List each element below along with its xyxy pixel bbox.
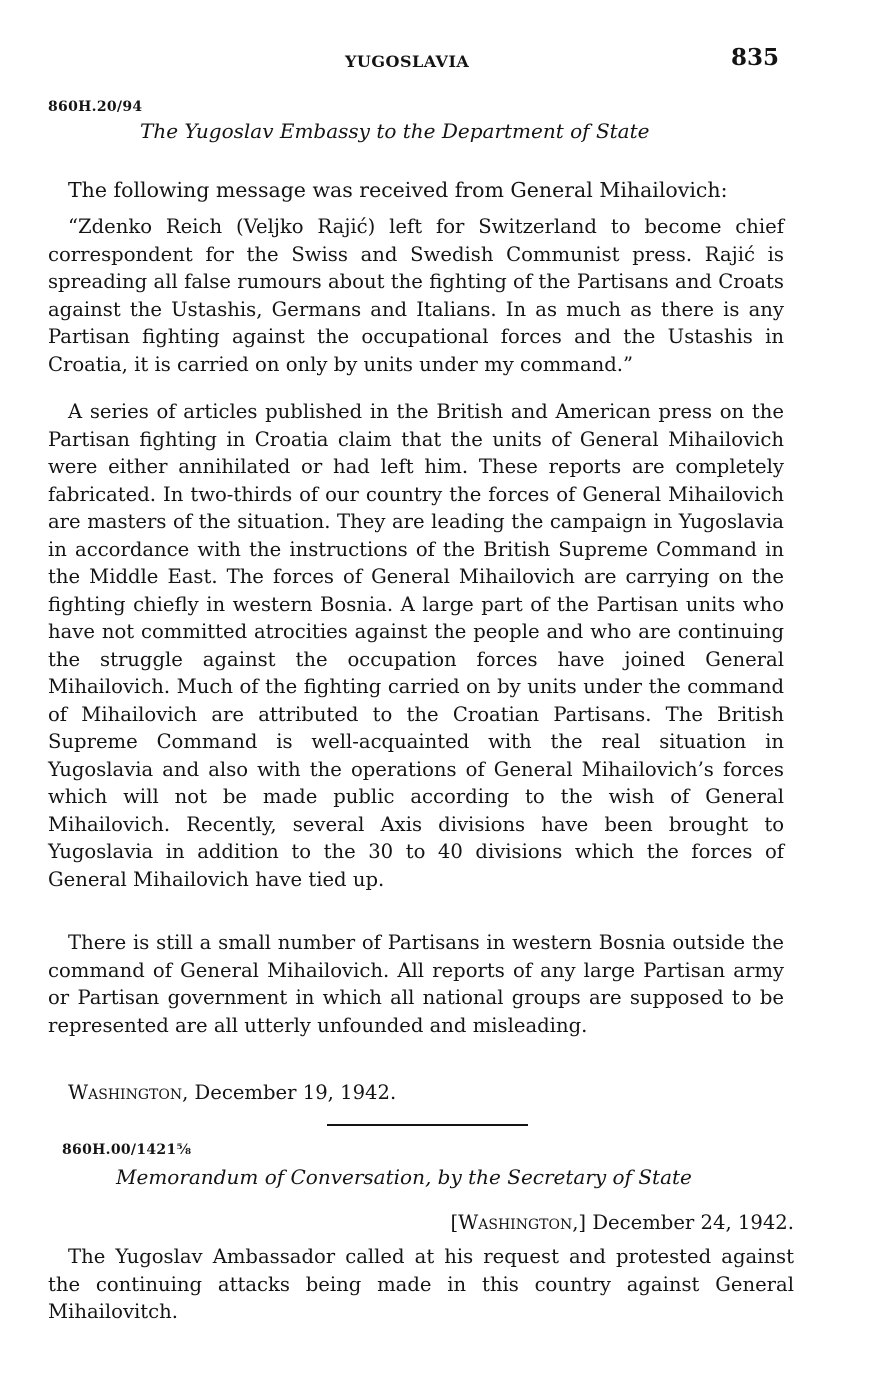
date: December 24, 1942.	[592, 1211, 794, 1234]
place: [Washington,]	[450, 1211, 587, 1234]
date: December 19, 1942.	[194, 1081, 397, 1104]
document-title: Memorandum of Conversation, by the Secretary of State	[116, 1165, 692, 1189]
body-paragraph: A series of articles published in the British and American press on the Partisan fighting in Croatia claim that the units of General Mihailovich were either annihilated or had left him. These reports are completely fabricated. In two-thirds of our country the forces of General Mihailovich are masters of the situation. They are leading the campaign in Yugoslavia in accordance with the instructions of the British Supreme Command in the Middle East. The forces of General Mihailovich are carrying on the fighting chiefly in western Bosnia. A large part of the Partisan units who have not committed atrocities against the people and who are continuing the struggle against the occupation forces have joined General Mihailovich. Much of the fighting carried on by units under the command of Mihailovich are attributed to the Croatian Partisans. The British Supreme Command is well-acquainted with the real situation in Yugoslavia and also with the operations of General Mihailovich’s forces which will not be made public according to the wish of General Mihailovich. Recently, several Axis divisions have been brought to Yugoslavia in addition to the 30 to 40 divisions which the forces of General Mihailovich have tied up.	[48, 400, 784, 891]
page-number: 835	[731, 44, 780, 71]
running-title: YUGOSLAVIA	[345, 52, 470, 71]
page-header	[0, 44, 875, 74]
quoted-message: “Zdenko Reich (Veljko Rajić) left for Switzerland to become chief correspondent for the Swiss and Swedish Communist press. Rajić is spreading all false rumours about the fighting of the Partisans and Croats against the Ustashis, Germans and Italians. In as much as there is any Partisan fighting against the occupational forces and the Ustashis in Croatia, it is carried on only by units under my command.”	[48, 215, 784, 376]
dateline	[48, 1209, 794, 1237]
signature-line	[48, 1079, 784, 1107]
intro-line: The following message was received from General Mihailovich:	[68, 178, 728, 202]
document-title: The Yugoslav Embassy to the Department of State	[140, 119, 650, 143]
file-number: 860H.20/94	[48, 99, 143, 115]
body-paragraph: There is still a small number of Partisans in western Bosnia outside the command of General Mihailovich. All reports of any large Partisan army or Partisan government in which all national groups are supposed to be represented are all utterly unfounded and misleading.	[48, 931, 784, 1037]
section-divider	[327, 1124, 528, 1126]
place: Washington,	[68, 1081, 189, 1104]
file-number: 860H.00/1421⅝	[62, 1142, 192, 1158]
body-paragraph: The Yugoslav Ambassador called at his request and protested against the continuing attacks being made in this country against General Mihailovitch.	[48, 1245, 794, 1323]
